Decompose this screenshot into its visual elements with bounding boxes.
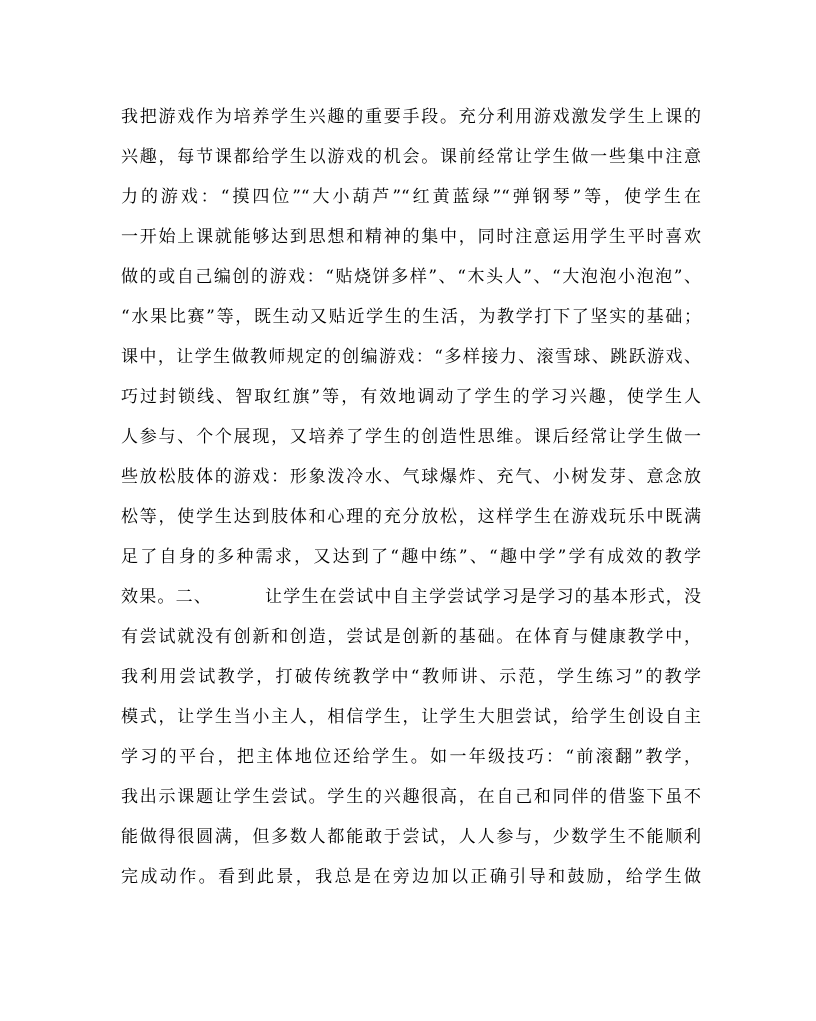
text-line: 做的或自己编创的游戏：“贴烧饼多样”、“木头人”、“大泡泡小泡泡”、 — [121, 267, 701, 287]
text-line: 松等，使学生达到肢体和心理的充分放松，这样学生在游戏玩乐中既满 — [121, 507, 701, 527]
text-line: 力的游戏：“摸四位”“大小葫芦”“红黄蓝绿”“弹钢琴”等，使学生在 — [121, 187, 701, 207]
text-line: 一开始上课就能够达到思想和精神的集中，同时注意运用学生平时喜欢 — [121, 227, 701, 247]
text-line: 巧过封锁线、智取红旗”等，有效地调动了学生的学习兴趣，使学生人 — [121, 387, 701, 407]
text-line: 我把游戏作为培养学生兴趣的重要手段。充分利用游戏激发学生上课的 — [121, 107, 701, 127]
text-line: 完成动作。看到此景，我总是在旁边加以正确引导和鼓励，给学生做 — [121, 867, 701, 887]
text-line: 学习的平台，把主体地位还给学生。如一年级技巧：“前滚翻”教学， — [121, 747, 701, 767]
text-line: 效果。二、 让学生在尝试中自主学尝试学习是学习的基本形式，没 — [121, 587, 701, 607]
text-line: “水果比赛”等，既生动又贴近学生的生活，为教学打下了坚实的基础； — [121, 307, 701, 327]
text-line: 课中，让学生做教师规定的创编游戏：“多样接力、滚雪球、跳跃游戏、 — [121, 347, 701, 367]
text-line: 模式，让学生当小主人，相信学生，让学生大胆尝试，给学生创设自主 — [121, 707, 701, 727]
text-line: 人参与、个个展现，又培养了学生的创造性思维。课后经常让学生做一 — [121, 427, 701, 447]
text-line: 些放松肢体的游戏：形象泼冷水、气球爆炸、充气、小树发芽、意念放 — [121, 467, 701, 487]
text-line: 足了自身的多种需求，又达到了“趣中练”、“趣中学”学有成效的教学 — [121, 547, 701, 567]
text-line: 我利用尝试教学，打破传统教学中“教师讲、示范，学生练习”的教学 — [121, 667, 701, 687]
body-text — [121, 97, 701, 897]
text-line: 能做得很圆满，但多数人都能敢于尝试，人人参与，少数学生不能顺利 — [121, 827, 701, 847]
text-line: 兴趣，每节课都给学生以游戏的机会。课前经常让学生做一些集中注意 — [121, 147, 701, 167]
text-line: 我出示课题让学生尝试。学生的兴趣很高，在自己和同伴的借鉴下虽不 — [121, 787, 701, 807]
text-line: 有尝试就没有创新和创造，尝试是创新的基础。在体育与健康教学中， — [121, 627, 701, 647]
